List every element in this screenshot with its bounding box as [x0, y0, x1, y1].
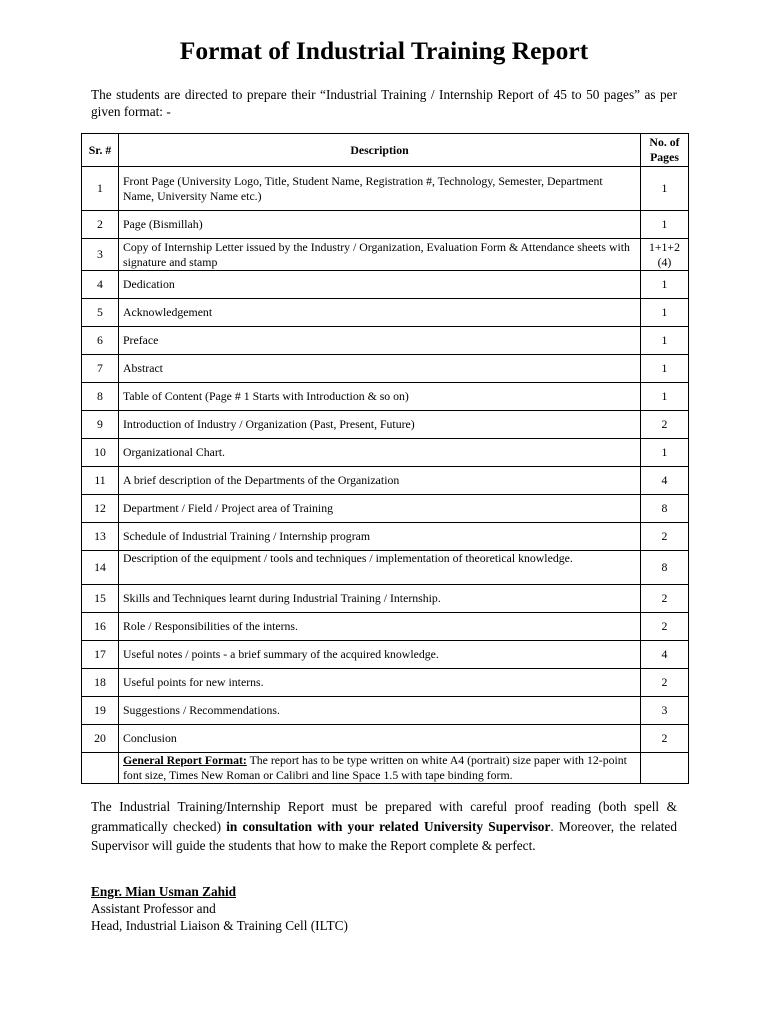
row-sr: 4 [82, 271, 119, 299]
row-description: Organizational Chart. [119, 439, 641, 467]
row-description: Conclusion [119, 725, 641, 753]
row-sr: 15 [82, 585, 119, 613]
row-description: Role / Responsibilities of the interns. [119, 613, 641, 641]
table-header-row [82, 134, 689, 167]
intro-paragraph: The students are directed to prepare their “Industrial Training / Internship Report of 45 to 50 pages” as per given format: - [91, 87, 677, 119]
row-description: Abstract [119, 355, 641, 383]
table-row [82, 167, 689, 211]
row-pages: 1 [641, 355, 689, 383]
row-sr: 17 [82, 641, 119, 669]
closing-text-part1: The Industrial Training/Internship Report must be prepared with careful proof reading (both spell & grammatically checked) [91, 799, 677, 834]
row-description: Description of the equipment / tools and techniques / implementation of theoretical knowledge. [119, 551, 641, 585]
row-pages: 2 [641, 523, 689, 551]
row-pages: 1 [641, 439, 689, 467]
row-sr: 13 [82, 523, 119, 551]
row-sr: 12 [82, 495, 119, 523]
row-pages: 3 [641, 697, 689, 725]
row-pages: 1 [641, 383, 689, 411]
row-description: Department / Field / Project area of Training [119, 495, 641, 523]
row-pages: 1 [641, 327, 689, 355]
row-description: Preface [119, 327, 641, 355]
table-row [82, 467, 689, 495]
general-format-row [82, 753, 689, 784]
row-pages: 2 [641, 585, 689, 613]
report-format-table [81, 133, 689, 784]
row-sr: 19 [82, 697, 119, 725]
row-pages: 2 [641, 725, 689, 753]
general-format-empty-pages [641, 753, 689, 784]
row-sr: 5 [82, 299, 119, 327]
row-pages: 2 [641, 669, 689, 697]
row-pages: 1 [641, 271, 689, 299]
signature-name: Engr. Mian Usman Zahid [91, 884, 237, 899]
signature-block [91, 883, 348, 934]
table-row [82, 495, 689, 523]
table-row [82, 383, 689, 411]
row-description: Introduction of Industry / Organization (Past, Present, Future) [119, 411, 641, 439]
table-row [82, 327, 689, 355]
table-row [82, 211, 689, 239]
row-description: Useful points for new interns. [119, 669, 641, 697]
header-pages: No. of Pages [641, 134, 689, 167]
general-format-label: General Report Format: [123, 753, 247, 767]
row-sr: 3 [82, 239, 119, 271]
row-pages: 1 [641, 211, 689, 239]
row-sr: 14 [82, 551, 119, 585]
table-row [82, 271, 689, 299]
table-row [82, 411, 689, 439]
closing-paragraph [91, 797, 677, 856]
table-row [82, 551, 689, 585]
row-pages: 2 [641, 613, 689, 641]
table-row [82, 697, 689, 725]
closing-text-bold: in consultation with your related University Supervisor [226, 818, 551, 834]
row-pages: 4 [641, 467, 689, 495]
row-sr: 20 [82, 725, 119, 753]
signature-department: Head, Industrial Liaison & Training Cell (ILTC) [91, 918, 348, 933]
row-pages: 1 [641, 167, 689, 211]
row-pages: 8 [641, 551, 689, 585]
row-description: Front Page (University Logo, Title, Student Name, Registration #, Technology, Semester, Department Name, University Name etc.) [119, 167, 641, 211]
row-description: Page (Bismillah) [119, 211, 641, 239]
closing-text-part2: . Moreover, the related Supervisor will guide the students that how to make the Report complete & perfect. [91, 818, 677, 853]
general-format-empty-sr [82, 753, 119, 784]
header-description: Description [119, 134, 641, 167]
table-row [82, 641, 689, 669]
row-sr: 18 [82, 669, 119, 697]
row-description: Copy of Internship Letter issued by the Industry / Organization, Evaluation Form & Attendance sheets with signature and stamp [119, 239, 641, 271]
row-description: Dedication [119, 271, 641, 299]
row-description: Schedule of Industrial Training / Internship program [119, 523, 641, 551]
table-row [82, 669, 689, 697]
row-description: Table of Content (Page # 1 Starts with Introduction & so on) [119, 383, 641, 411]
row-description: Suggestions / Recommendations. [119, 697, 641, 725]
table-row [82, 239, 689, 271]
row-sr: 10 [82, 439, 119, 467]
row-sr: 2 [82, 211, 119, 239]
table-row [82, 439, 689, 467]
row-sr: 1 [82, 167, 119, 211]
row-sr: 16 [82, 613, 119, 641]
general-format-text: The report has to be type written on white A4 (portrait) size paper with 12-point font size, Times New Roman or Calibri and line Space 1.5 with tape binding form. [123, 753, 627, 782]
table-row [82, 585, 689, 613]
table-row [82, 299, 689, 327]
row-pages: 8 [641, 495, 689, 523]
header-sr: Sr. # [82, 134, 119, 167]
table-row [82, 613, 689, 641]
row-description: A brief description of the Departments of the Organization [119, 467, 641, 495]
row-sr: 6 [82, 327, 119, 355]
signature-title: Assistant Professor and [91, 901, 216, 916]
row-pages: 1+1+2 (4) [641, 239, 689, 271]
row-pages: 1 [641, 299, 689, 327]
row-description: Skills and Techniques learnt during Industrial Training / Internship. [119, 585, 641, 613]
row-pages: 4 [641, 641, 689, 669]
row-description: Acknowledgement [119, 299, 641, 327]
row-description: Useful notes / points - a brief summary of the acquired knowledge. [119, 641, 641, 669]
general-format-cell [119, 753, 641, 784]
row-pages: 2 [641, 411, 689, 439]
row-sr: 8 [82, 383, 119, 411]
row-sr: 11 [82, 467, 119, 495]
table-row [82, 725, 689, 753]
page-title: Format of Industrial Training Report [179, 36, 589, 65]
table-row [82, 523, 689, 551]
table-row [82, 355, 689, 383]
row-sr: 7 [82, 355, 119, 383]
row-sr: 9 [82, 411, 119, 439]
